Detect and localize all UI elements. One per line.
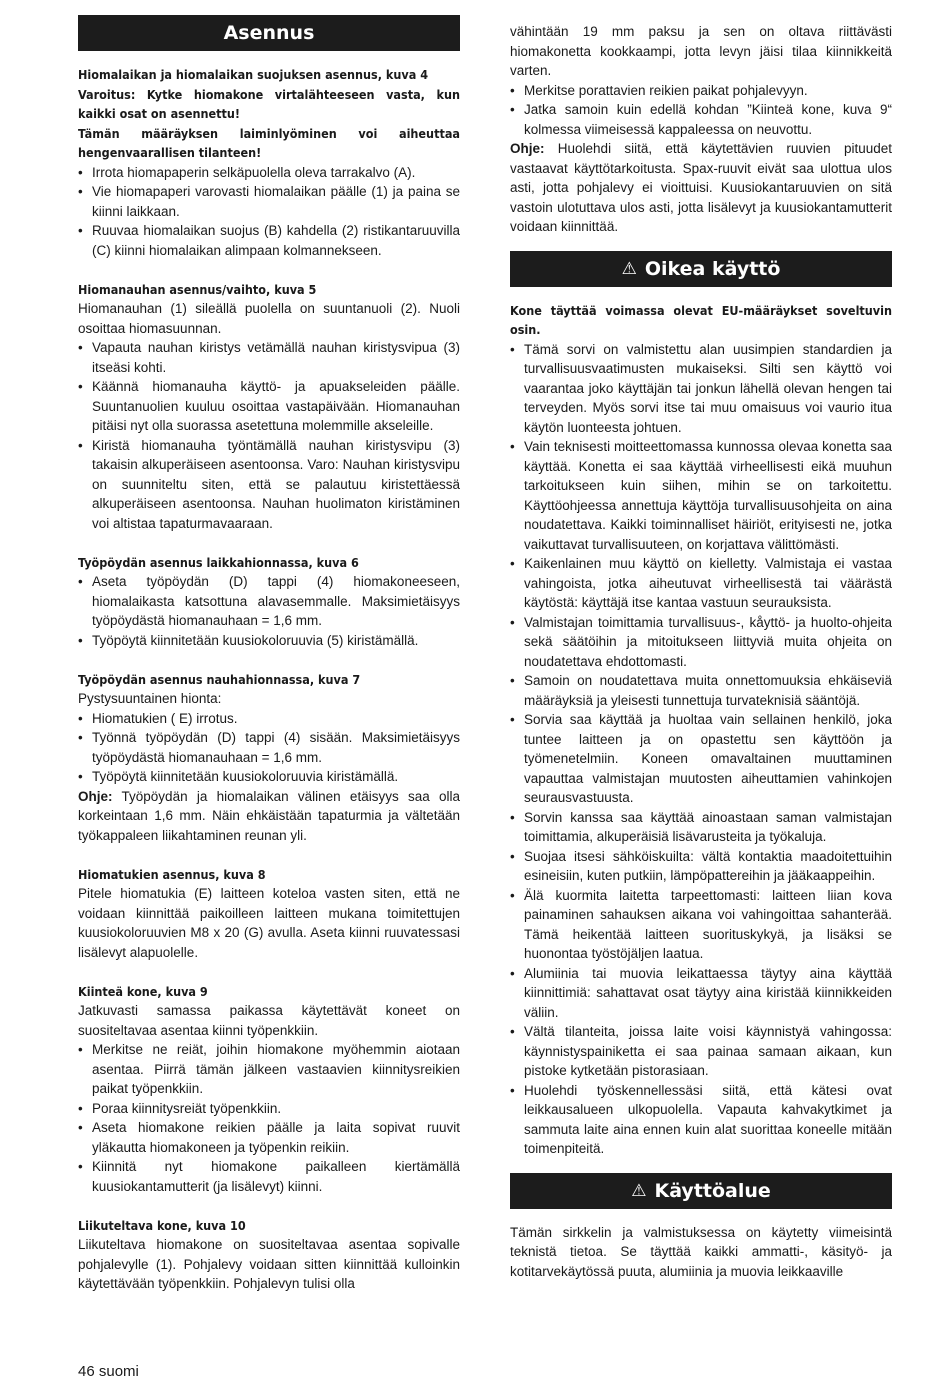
section-banner-oikea-kaytto (510, 251, 892, 287)
warning-triangle-icon: ⚠ (621, 258, 637, 279)
left-column (78, 15, 460, 1294)
list-item: • Irrota hiomapaperin selkäpuolella oleva tarrakalvo (A). (78, 163, 460, 183)
section-heading: Työpöydän asennus laikkahionnassa, kuva 6 (78, 554, 359, 570)
section-lead: Kone täyttää voimassa olevat EU-määräykset soveltuvin osin. (510, 302, 892, 337)
list-item: • Älä kuormita laitetta tarpeettomasti: laitteen liian kova painaminen sahauksen aikana voi vahingoittaa sahanterää. Tämä heikentää laitteen suorituskykyä, ja lisäksi se huonontaa työstöjäljen laatua. (510, 886, 892, 964)
bullet-list (78, 572, 460, 650)
list-item: • Aseta työpöydän (D) tappi (4) hiomakoneeseen, hiomalaikasta katsottuna alavasemmalle. Maksimietäisyys työpöydästä hiomanauhaan = 1,6 mm. (78, 572, 460, 631)
banner-title: Käyttöalue (654, 1179, 771, 1202)
list-item: • Työpöytä kiinnitetään kuusiokoloruuvia (5) kiristämällä. (78, 631, 460, 651)
section-heading: Kiinteä kone, kuva 9 (78, 983, 208, 999)
paragraph: Pystysuuntainen hionta: (78, 691, 222, 706)
list-item: • Kiinnitä nyt hiomakone paikalleen kiertämällä kuusiokantamutterit (ja lisälevyt) kiinni. (78, 1157, 460, 1196)
bullet-list (78, 163, 460, 261)
list-item: • Aseta hiomakone reikien päälle ja laita sopivat ruuvit yläkautta hiomakoneen ja työpenkin reikiin. (78, 1118, 460, 1157)
warning-text: Varoitus: Kytke hiomakone virtalähteeseen vasta, kun kaikki osat on asennettu! (78, 86, 460, 121)
list-item: • Vain teknisesti moitteettomassa kunnossa olevaa konetta saa käyttää. Konetta ei saa käyttää virheellisesti eikä muuhun tarkoitukseen kuin siihen, mihin se on tarkoitettu. Käyttöohjeessa annettuja käyttöja turvallisuusohjeita on aina noudatettava. Kaikki toiminnalliset häiriöt, erityisesti ne, jotka vaikuttavat turvallisuuteen, on korjattava välittömästi. (510, 437, 892, 554)
paragraph: Pitele hiomatukia (E) laitteen koteloa vasten siten, että ne voidaan kiinnittää paikoilleen laitteen mukana toimitettujen kuusiokoloruuvien M8 x 20 (G) avulla. Aseta kiinni ruuvatessasi lisälevyt alapuolelle. (78, 886, 460, 960)
page-number: 46 suomi (78, 1363, 139, 1380)
paragraph: vähintään 19 mm paksu ja sen on oltava riittävästi hiomakonetta kookkaampi, jotta levyn jäisi tilaa kiinnikkeitä varten. (510, 24, 892, 78)
note-text: Työpöydän ja hiomalaikan välinen etäisyys saa olla korkeintaan 1,6 mm. Näin ehkäistään tapaturmia ja vältetään työkappaleen liikahtaminen reunan yli. (78, 788, 460, 843)
right-column (510, 22, 892, 1281)
paragraph: Liikuteltava hiomakone on suositeltavaa asentaa sopivalle pohjalevylle (1). Pohjalevy voidaan sitten kiinnittää kulloinkin käytettävään työpenkkiin. Pohjalevyn tulisi olla (78, 1237, 460, 1291)
list-item: • Merkitse porattavien reikien paikat pohjalevyyn. (510, 81, 892, 101)
section-heading: Hiomatukien asennus, kuva 8 (78, 866, 266, 882)
paragraph: Tämän sirkkelin ja valmistuksessa on käytetty viimeisintä teknistä tietoa. Se täyttää kaikki ammatti-, käsityö- ja kotitarvekäytössä puuta, alumiinia ja muovia leikkaaville (510, 1224, 892, 1279)
list-item: • Merkitse ne reiät, joihin hiomakone myöhemmin aiotaan asentaa. Piirrä tämän jälkeen vastaavien kiinnitysreikien paikat työpenkkiin. (78, 1040, 460, 1099)
list-item: • Samoin on noudatettava muita onnettomuuksia ehkäiseviä määräyksiä ja yleisesti tunnettuja turvateknisiä sääntöjä. (510, 671, 892, 710)
warning-text: Tämän määräyksen laiminlyöminen voi aiheuttaa hengenvaarallisen tilanteen! (78, 125, 460, 160)
warning-triangle-icon: ⚠ (631, 1180, 647, 1201)
bullet-list (510, 81, 892, 140)
note-text: Huolehdi siitä, että käytettävien ruuvien pituudet vastaavat käyttötarkoitusta. Spax-ruuvit eivät saa ulottua ulos asti, jotta pohjalevy ei vioittuisi. Kuusiokantaruuvien on sitä vastoin ulotuttava ulos asti, jotta lisälevyt ja kuusiokantamutterit voidaan kiinnittää. (510, 141, 892, 234)
paragraph: Hiomanauhan (1) sileällä puolella on suuntanuoli (2). Nuoli osoittaa hiomasuunnan. (78, 301, 460, 336)
list-item: • Vältä tilanteita, joissa laite voisi käynnistyä vahingossa: käynnistyspainiketta ei saa painaa samaan aikaan, kun pistoke kytketään pistorasiaan. (510, 1022, 892, 1081)
list-item: • Kaikenlainen muu käyttö on kielletty. Valmistaja ei vastaa vahingoista, jotka aiheutuvat virheellisestä tai väärästä käytöstä: käyttäjä itse kantaa vastuun seurauksista. (510, 554, 892, 613)
list-item: • Huolehdi työskennellessäsi siitä, että kätesi ovat leikkausalueen ulkopuolella. Vapauta kahvakytkimet ja sammuta laite aina ennen kuin alat suorittaa koneelle mitään toimenpiteitä. (510, 1081, 892, 1159)
note-paragraph (510, 139, 892, 237)
section-heading: Hiomalaikan ja hiomalaikan suojuksen asennus, kuva 4 (78, 67, 429, 82)
paragraph: Jatkuvasti samassa paikassa käytettävät koneet on suositeltavaa asentaa kiinni työpenkkiin. (78, 1003, 460, 1038)
list-item: • Kiristä hiomanauha työntämällä nauhan kiristysvipu (3) takaisin alkuperäiseen asentoonsa. Varo: Nauhan kiristysvipu on suunniteltu siten, että se palautuu kiristettäessä alkuperäiseen asentoonsa. Nauhan huolimaton kiristäminen voi altistaa tapaturmavaaraan. (78, 436, 460, 534)
bullet-list (510, 340, 892, 1159)
bullet-list (78, 1040, 460, 1196)
bullet-list (78, 338, 460, 533)
list-item: • Valmistajan toimittamia turvallisuus-, kåyttö- ja huolto-ohjeita sekä säätöihin ja mitoitukseen liittyviä muita ohjeita on noudatettava ehdottomasti. (510, 613, 892, 672)
note-label: Ohje: (78, 788, 113, 804)
list-item: • Tämä sorvi on valmistettu alan uusimpien standardien ja turvallisuusvaatimusten mukaiseksi. Silti sen käyttö voi vaarantaa joko käyttäjän tai jonkun lähellä olevan hengen tai terveyden. Myös sorvi itse tai muu omaisuus voi vaurio itua käytön luonteesta johtuen. (510, 340, 892, 438)
banner-title: Oikea käyttö (644, 257, 781, 280)
section-heading: Hiomanauhan asennus/vaihto, kuva 5 (78, 281, 317, 297)
list-item: • Ruuvaa hiomalaikan suojus (B) kahdella (2) ristikantaruuvilla (C) kiinni hiomalaikan alimpaan kolmannekseen. (78, 221, 460, 260)
list-item: • Alumiinia tai muovia leikattaessa täytyy aina käyttää kiinnittimiä: sahattavat osat täytyy aina kiristää kiinnikkeiden väliin. (510, 964, 892, 1023)
list-item: • Vapauta nauhan kiristys vetämällä nauhan kiristysvipua (3) itseäsi kohti. (78, 338, 460, 377)
list-item: • Sorvin kanssa saa käyttää ainoastaan saman valmistajan toimittamia, alkuperäisiä lisävarusteita ja työkaluja. (510, 808, 892, 847)
list-item: • Työnnä työpöydän (D) tappi (4) sisään. Maksimietäisyys työpöydästä hiomanauhaan = 1,6 mm. (78, 728, 460, 767)
list-item: • Hiomatukien ( E) irrotus. (78, 709, 460, 729)
list-item: • Sorvia saa käyttää ja huoltaa vain sellainen henkilö, joka tuntee laitteen ja on opastettu sen käyttöön ja työmenetelmiin. Koneen omavaltainen muuttaminen vapauttaa valmistajan muutosten aiheuttamien vahinkojen seurausvastuusta. (510, 710, 892, 808)
banner-title: Asennus (223, 22, 315, 44)
section-banner-asennus (78, 15, 460, 51)
list-item: • Vie hiomapaperi varovasti hiomalaikan päälle (1) ja paina se kiinni laikkaan. (78, 182, 460, 221)
note-label: Ohje: (510, 141, 545, 156)
list-item: • Poraa kiinnitysreiät työpenkkiin. (78, 1099, 460, 1119)
list-item: • Jatka samoin kuin edellä kohdan ”Kiinteä kone, kuva 9“ kolmessa viimeisessä kappaleessa on neuvottu. (510, 100, 892, 139)
list-item: • Työpöytä kiinnitetään kuusiokoloruuvia kiristämällä. (78, 767, 460, 787)
note-paragraph (78, 787, 460, 846)
bullet-list (78, 709, 460, 787)
section-heading: Liikuteltava kone, kuva 10 (78, 1217, 246, 1233)
section-banner-kayttoalue (510, 1173, 892, 1209)
list-item: • Käännä hiomanauha käyttö- ja apuakseleiden päälle. Suuntanuolien kuuluu osoittaa vastapäivään. Hiomanauhan pitäisi nyt olla suorassa asetettuna molemmille akseleille. (78, 377, 460, 436)
section-heading: Työpöydän asennus nauhahionnassa, kuva 7 (78, 671, 361, 687)
list-item: • Suojaa itsesi sähköiskuilta: vältä kontaktia maadoitettuihin esineisiin, kuten putkiin, lämpöpattereihin ja jääkaappeihin. (510, 847, 892, 886)
